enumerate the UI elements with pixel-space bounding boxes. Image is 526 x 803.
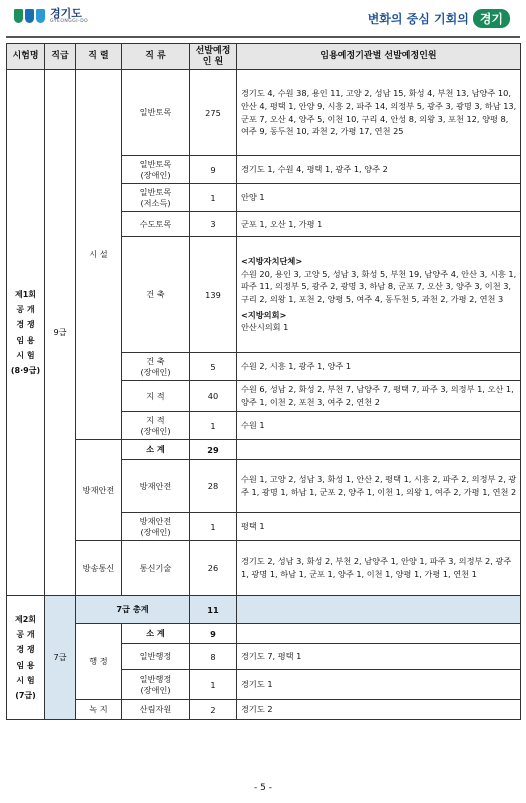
type-cell: 통신기술 [122, 541, 190, 596]
grade1-label: 9급 [45, 70, 76, 596]
page-header [0, 0, 526, 40]
detail-cell [237, 237, 521, 353]
table-row [7, 541, 521, 596]
count-cell: 275 [190, 70, 237, 156]
count-cell: 3 [190, 212, 237, 237]
detail-cell: 안양 1 [237, 184, 521, 212]
detail-cell: 경기도 2 [237, 700, 521, 720]
type-cell: 일반토목 (저소득) [122, 184, 190, 212]
subtotal-label: 소 계 [122, 624, 190, 644]
detail-cell: 경기도 1, 수원 4, 평택 1, 광주 1, 양주 2 [237, 156, 521, 184]
gyeonggi-logo-icon [14, 9, 45, 23]
table-row [7, 70, 521, 156]
type-cell: 방재안전 [122, 460, 190, 513]
count-cell: 5 [190, 353, 237, 381]
type-cell: 건 축 [122, 237, 190, 353]
series-welfare: 녹 지 [76, 700, 122, 720]
count-cell: 1 [190, 670, 237, 700]
detail-text: 안산시의회 1 [241, 322, 289, 333]
slogan-badge: 경기 [473, 9, 510, 28]
total7-label: 7급 총계 [76, 596, 190, 624]
logo-subtitle: GYEONGGI-DO [50, 19, 89, 24]
header-grade: 직급 [45, 44, 76, 70]
grade2-label: 7급 [45, 596, 76, 720]
detail-cell: 군포 1, 오산 1, 가평 1 [237, 212, 521, 237]
header-type: 직 류 [122, 44, 190, 70]
series-broadcast: 방송통신 [76, 541, 122, 596]
table-row [7, 700, 521, 720]
detail-cell: 수원 1, 고양 2, 성남 3, 화성 1, 안산 2, 평택 1, 시흥 2, 파주 2, 의정부 2, 광주 1, 광명 1, 하남 1, 군포 2, 양주 1, 이천 1, 의왕 1, 여주 2, 가평 1, 연천 2 [237, 460, 521, 513]
slogan-text: 변화의 중심 기회의 [367, 12, 469, 26]
subtotal-row [7, 440, 521, 460]
detail-subheading: <지방의회> [241, 309, 287, 320]
detail-text: 수원 20, 용인 3, 고양 5, 성남 3, 화성 5, 부천 19, 남양주 4, 안산 3, 시흥 1, 파주 11, 의정부 5, 광주 2, 광명 3, 하남 8, 군포 7, 오산 3, 양주 3, 이천 3, 구리 2, 의왕 1, 포천 2, 양평 5, 여주 4, 동두천 5, 과천 2, 가평 2, 연천 3 [241, 268, 517, 304]
subtotal-label: 소 계 [122, 440, 190, 460]
detail-cell: 수원 2, 시흥 1, 광주 1, 양주 1 [237, 353, 521, 381]
count-cell: 8 [190, 644, 237, 670]
slogan [368, 9, 510, 28]
detail-cell: 경기도 4, 수원 38, 용인 11, 고양 2, 성남 15, 화성 4, 부천 13, 남양주 10, 안산 4, 평택 1, 안양 9, 시흥 2, 파주 14, 의정부 5, 광주 3, 광명 3, 하남 13, 군포 7, 오산 4, 양주 5, 이천 10, 구리 4, 안성 8, 의왕 3, 포천 12, 양평 8, 여주 9, 동두천 10, 과천 2, 가평 17, 연천 25 [237, 70, 521, 156]
exam2-label: 제2회 공 개 경 쟁 임 용 시 험 (7급) [7, 596, 45, 720]
subtotal-count: 29 [190, 440, 237, 460]
series-facility: 시 설 [76, 70, 122, 440]
type-cell: 일반행정 (장애인) [122, 670, 190, 700]
detail-cell [237, 596, 521, 624]
type-cell: 일반행정 [122, 644, 190, 670]
total7-row [7, 596, 521, 624]
count-cell: 1 [190, 412, 237, 440]
header-count: 선발예정 인 원 [190, 44, 237, 70]
series-admin: 행 정 [76, 624, 122, 700]
type-cell: 일반토목 [122, 70, 190, 156]
header-detail: 임용예정기관별 선발예정인원 [237, 44, 521, 70]
count-cell: 40 [190, 381, 237, 412]
series-disaster: 방재안전 [76, 440, 122, 541]
type-cell: 건 축 (장애인) [122, 353, 190, 381]
count-cell: 28 [190, 460, 237, 513]
type-cell: 수도토목 [122, 212, 190, 237]
count-cell: 2 [190, 700, 237, 720]
detail-cell: 수원 1 [237, 412, 521, 440]
detail-cell: 평택 1 [237, 513, 521, 541]
logo-name: 경기도 [50, 7, 82, 20]
detail-subheading: <지방자치단체> [241, 255, 303, 266]
type-cell: 산림자원 [122, 700, 190, 720]
header-rule [6, 36, 520, 38]
detail-cell: 수원 6, 성남 2, 화성 2, 부천 7, 남양주 7, 평택 7, 파주 3, 의정부 1, 오산 1, 양주 1, 이천 2, 포천 3, 여주 2, 연천 2 [237, 381, 521, 412]
header-exam: 시험명 [7, 44, 45, 70]
detail-cell [237, 440, 521, 460]
subtotal-row [7, 624, 521, 644]
detail-cell [237, 624, 521, 644]
type-cell: 방재안전 (장애인) [122, 513, 190, 541]
recruitment-table [6, 43, 521, 720]
count-cell: 1 [190, 513, 237, 541]
detail-cell: 경기도 2, 성남 3, 화성 2, 부천 2, 남양주 1, 안양 1, 파주 3, 의정부 2, 광주 1, 광명 1, 하남 1, 군포 1, 양주 1, 이천 1, 양평 1, 가평 1, 연천 1 [237, 541, 521, 596]
type-cell: 지 적 (장애인) [122, 412, 190, 440]
detail-cell: 경기도 7, 평택 1 [237, 644, 521, 670]
subtotal-count: 9 [190, 624, 237, 644]
page-number: - 5 - [254, 783, 272, 793]
count-cell: 1 [190, 184, 237, 212]
total7-count: 11 [190, 596, 237, 624]
header-series: 직 렬 [76, 44, 122, 70]
table-header-row [7, 44, 521, 70]
gyeonggi-logo [14, 8, 88, 25]
type-cell: 지 적 [122, 381, 190, 412]
exam1-label: 제1회 공 개 경 쟁 임 용 시 험 (8·9급) [7, 70, 45, 596]
count-cell: 9 [190, 156, 237, 184]
detail-cell: 경기도 1 [237, 670, 521, 700]
count-cell: 26 [190, 541, 237, 596]
count-cell: 139 [190, 237, 237, 353]
type-cell: 일반토목 (장애인) [122, 156, 190, 184]
